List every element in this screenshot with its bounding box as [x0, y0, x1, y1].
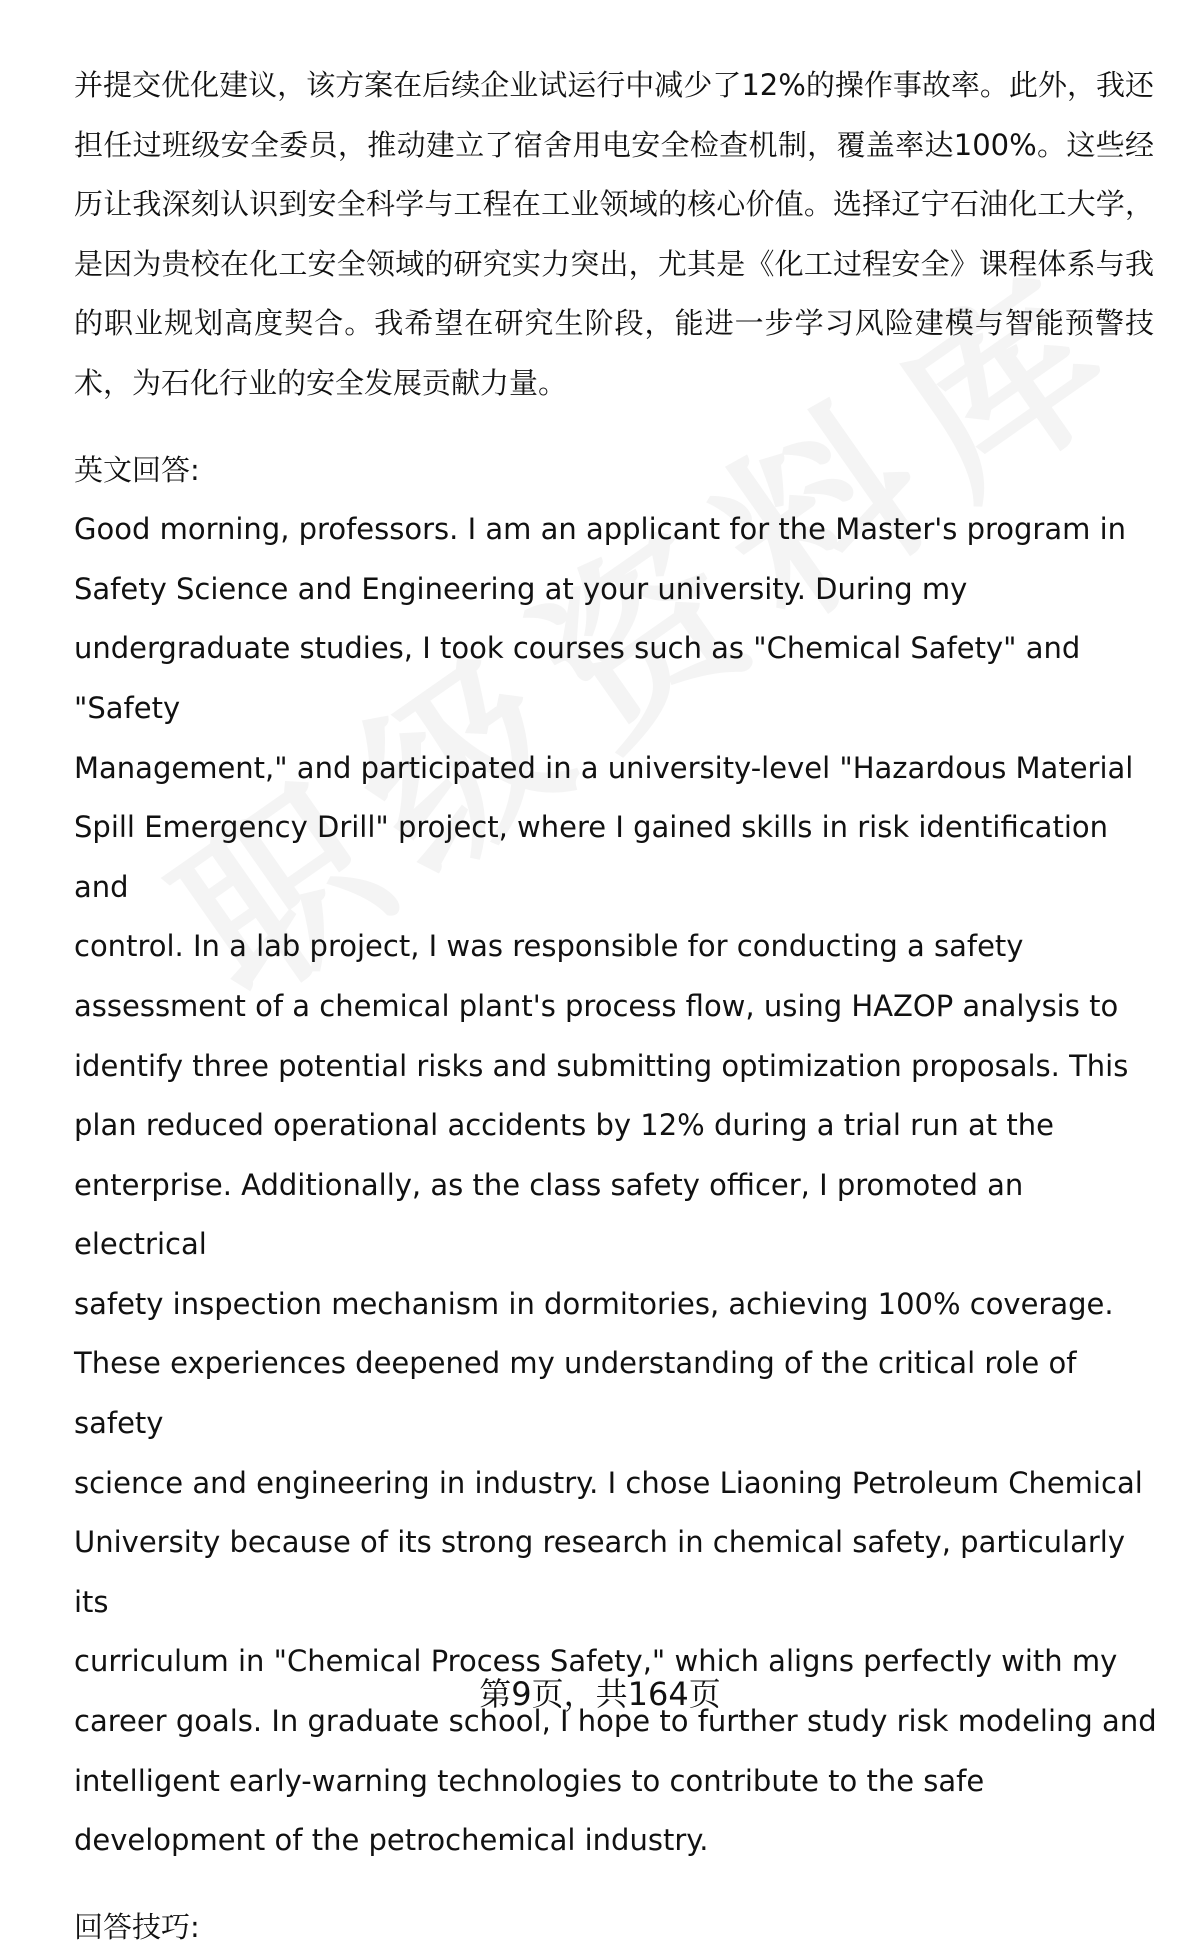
tips-label: 回答技巧: [74, 1909, 200, 1944]
section-gap [74, 1871, 1164, 1898]
section-gap [74, 414, 1164, 441]
english-answer-paragraph: Good morning, professors. I am an applicant for the Master's program in Safety Science and Engineering at your university. During my undergraduate studies, I took courses such as "Chemical Safety" and "Safety Management," and participated in a university-level "Hazardous Material Spill Emergency Drill" project, where I gained skills in risk identification and control. In a lab project, I was responsible for conducting a safety assessment of a chemical plant's process flow, using HAZOP analysis to identify three potential risks and submitting optimization proposals. This plan reduced operational accidents by 12% during a trial run at the enterprise. Additionally, as the class safety officer, I promoted an electrical safety inspection mechanism in dormitories, achieving 100% coverage. These experiences deepened my understanding of the critical role of safety science and engineering in industry. I chose Liaoning Petroleum Chemical University because of its strong research in chemical safety, particularly its curriculum in "Chemical Process Safety," which aligns perfectly with my career goals. In graduate school, I hope to further study risk modeling and intelligent early-warning technologies to contribute to the safe development of the petrochemical industry. [74, 512, 1157, 1858]
page-number-footer: 第9页，共164页 [479, 1675, 721, 1713]
english-answer-label: 英文回答: [74, 452, 200, 487]
chinese-answer-paragraph: 并提交优化建议，该方案在后续企业试运行中减少了12%的操作事故率。此外，我还担任过班级安全委员，推动建立了宿舍用电安全检查机制，覆盖率达100%。这些经历让我深刻认识到安全科学与工程在工业领域的核心价值。选择辽宁石油化工大学，是因为贵校在化工安全领域的研究实力突出，尤其是《化工过程安全》课程体系与我的职业规划高度契合。我希望在研究生阶段，能进一步学习风险建模与智能预警技术，为石化行业的安全发展贡献力量。 [74, 68, 1154, 400]
document-page [74, 56, 1164, 1957]
